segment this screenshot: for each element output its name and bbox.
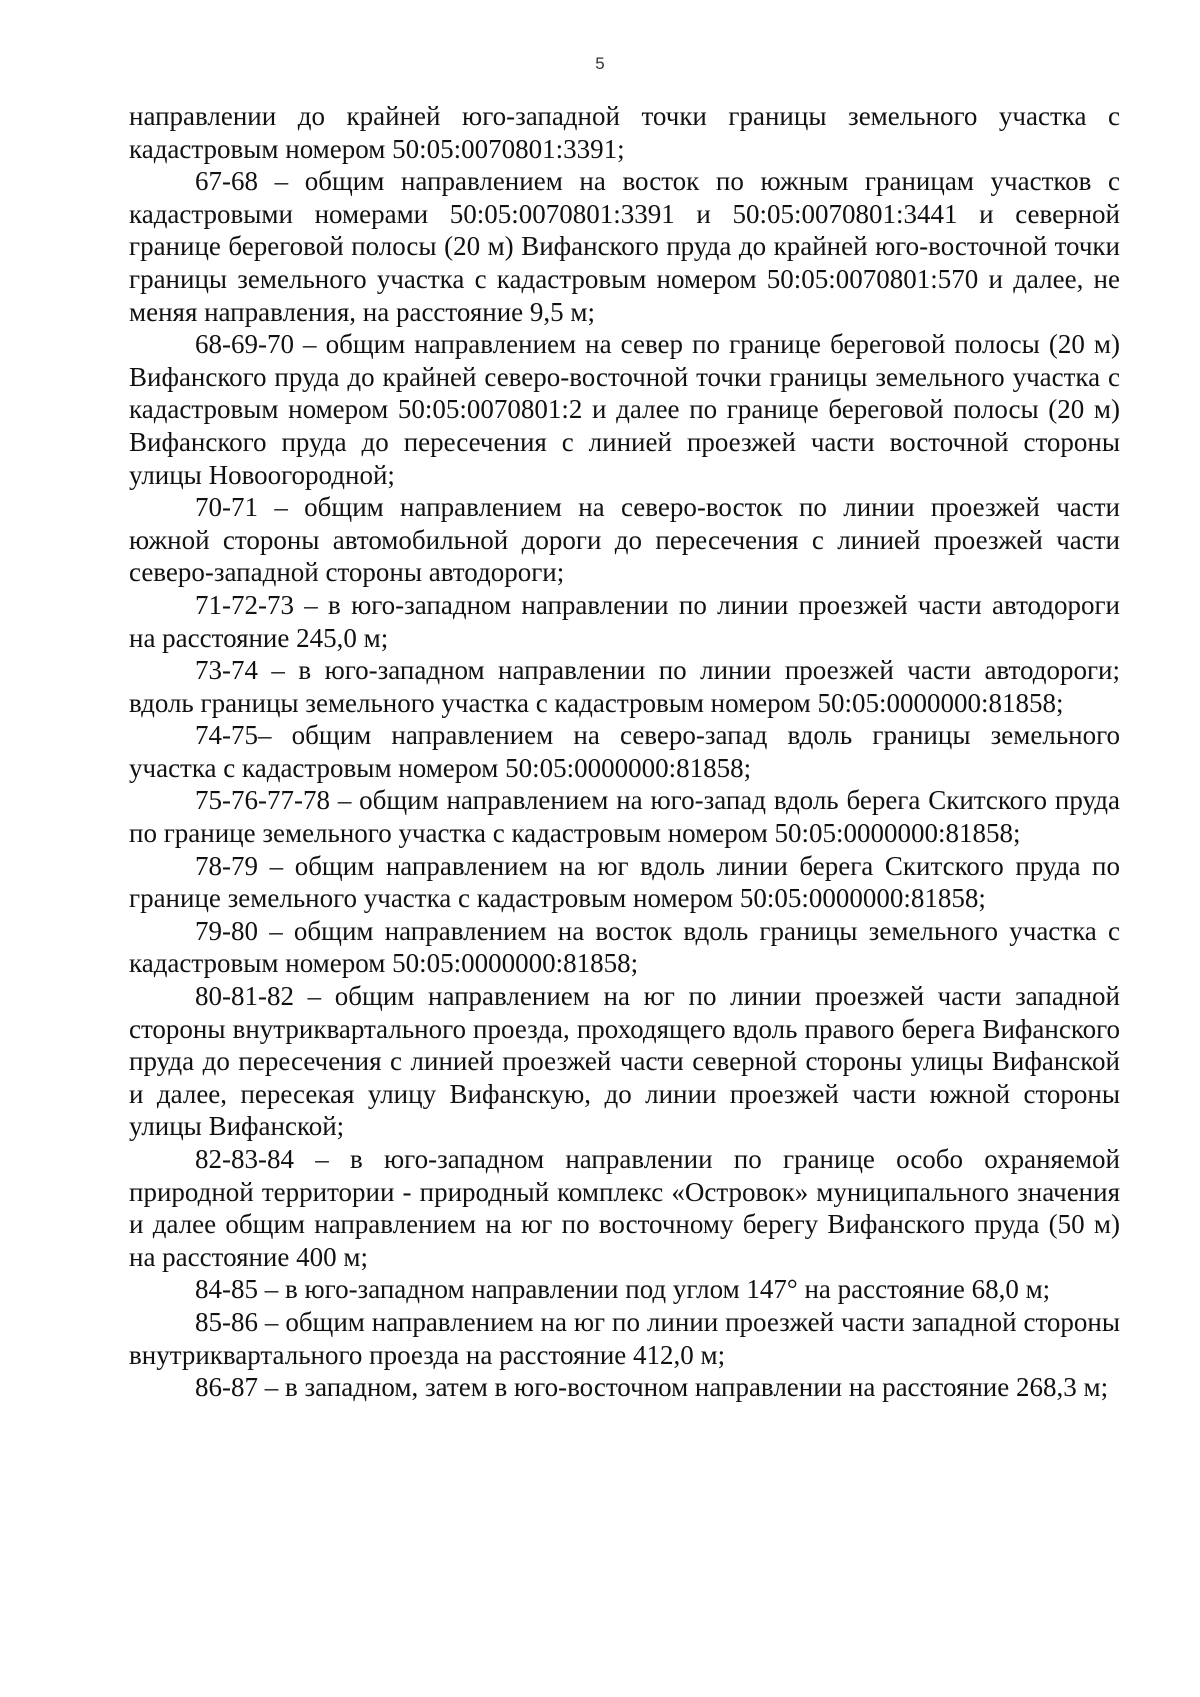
paragraph-84-85: 84-85 – в юго-западном направлении под углом 147° на расстояние 68,0 м; [195,1274,1051,1305]
page-number: 5 [595,54,605,73]
paragraph-86-87: 86-87 – в западном, затем в юго-восточном направлении на расстояние 268,3 м; [195,1372,1109,1403]
paragraph-70-71: 70-71 – общим направлением на северо-восток по линии проезжей части южной стороны автомобильной дороги до пересечения с линией проезжей части северо-западной стороны автодороги; [129,492,1120,588]
paragraph-71-72-73: 71-72-73 – в юго-западном направлении по линии проезжей части автодороги на расстояние 245,0 м; [129,589,1120,653]
paragraph-79-80: 79-80 – общим направлением на восток вдоль границы земельного участка с кадастровым номером 50:05:0000000:81858; [129,915,1120,979]
paragraph-73-74: 73-74 – в юго-западном направлении по линии проезжей части автодороги; вдоль границы земельного участка с кадастровым номером 50:05:0000000:81858; [129,655,1120,718]
paragraph-continuation: направлении до крайней юго-западной точки границы земельного участка с кадастровым номером 50:05:0070801:3391; [129,101,1120,164]
paragraph-82-83-84: 82-83-84 – в юго-западном направлении по границе особо охраняемой природной территории - природный комплекс «Островок» муниципального значения и далее общим направлением на юг по восточному берегу Вифанского пруда (50 м) на расстояние 400 м; [129,1144,1120,1272]
paragraph-67-68: 67-68 – общим направлением на восток по южным границам участков с кадастровыми номерами 50:05:0070801:3391 и 50:05:0070801:3441 и северной границе береговой полосы (20 м) Вифанского пруда до крайней юго-восточной точки границы земельного участка с кадастровым номером 50:05:0070801:570 и далее, не меняя направления, на расстояние 9,5 м; [129,166,1120,327]
paragraph-75-76-77-78: 75-76-77-78 – общим направлением на юго-запад вдоль берега Скитского пруда по границе земельного участка с кадастровым номером 50:05:0000000:81858; [129,785,1120,849]
paragraph-74-75: 74-75– общим направлением на северо-запад вдоль границы земельного участка с кадастровым номером 50:05:0000000:81858; [129,720,1120,783]
document-body [129,100,1120,1404]
paragraph-78-79: 78-79 – общим направлением на юг вдоль линии берега Скитского пруда по границе земельного участка с кадастровым номером 50:05:0000000:81858; [129,850,1120,914]
paragraph-80-81-82: 80-81-82 – общим направлением на юг по линии проезжей части западной стороны внутриквартального проезда, проходящего вдоль правого берега Вифанского пруда до пересечения с линией проезжей части северной стороны улицы Вифанской и далее, пересекая улицу Вифанскую, до линии проезжей части южной стороны улицы Вифанской; [129,981,1120,1142]
paragraph-68-69-70: 68-69-70 – общим направлением на север по границе береговой полосы (20 м) Вифанского пруда до крайней северо-восточной точки границы земельного участка с кадастровым номером 50:05:0070801:2 и далее по границе береговой полосы (20 м) Вифанского пруда до пересечения с линией проезжей части восточной стороны улицы Новоогородной; [129,329,1120,490]
paragraph-85-86: 85-86 – общим направлением на юг по линии проезжей части западной стороны внутриквартального проезда на расстояние 412,0 м; [129,1306,1120,1370]
